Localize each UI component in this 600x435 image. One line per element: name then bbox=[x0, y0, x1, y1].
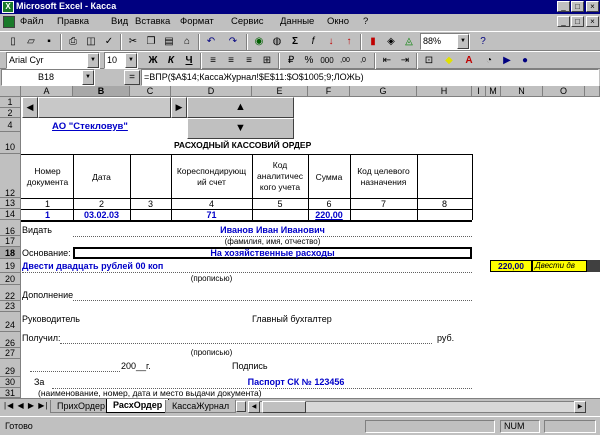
osnovanie-value[interactable]: На хозяйственные расходы bbox=[210, 248, 335, 258]
tab-nav-arrows-icon[interactable]: |◀ ◀ ▶ ▶| bbox=[4, 401, 49, 410]
underline-icon[interactable]: Ч bbox=[185, 55, 193, 66]
redo-icon[interactable]: ↷ bbox=[228, 36, 238, 47]
status-bar bbox=[0, 416, 600, 435]
colnum-1: 1 bbox=[44, 199, 50, 209]
colnum-7: 7 bbox=[380, 199, 386, 209]
dot-tool-icon[interactable]: ● bbox=[521, 55, 529, 66]
menu-format[interactable]: Формат bbox=[180, 16, 214, 27]
fill-color-icon[interactable]: ◆ bbox=[445, 55, 453, 66]
close-button[interactable]: × bbox=[586, 1, 599, 12]
bold-icon[interactable]: Ж bbox=[148, 55, 158, 66]
worksheet-grid[interactable] bbox=[0, 86, 600, 398]
arrow-tool-icon[interactable]: ▶ bbox=[503, 55, 511, 66]
row-header-29[interactable]: 29 bbox=[0, 359, 21, 377]
name-box-value: B18 bbox=[38, 72, 55, 82]
doc-restore-button[interactable]: □ bbox=[571, 16, 584, 27]
menu-tools[interactable]: Сервис bbox=[231, 16, 264, 27]
company-name: АО "Стекловув" bbox=[52, 121, 128, 132]
row-header-23[interactable]: 23 bbox=[0, 301, 21, 312]
new-icon[interactable]: ▯ bbox=[10, 36, 16, 47]
menu-help[interactable]: ? bbox=[363, 16, 369, 27]
merge-center-icon[interactable]: ⊞ bbox=[262, 55, 272, 66]
minimize-button[interactable]: _ bbox=[557, 1, 570, 12]
spell-icon[interactable]: ✓ bbox=[104, 36, 114, 47]
font-name-dropdown-icon[interactable]: ▼ bbox=[87, 53, 99, 68]
row-header-17[interactable]: 17 bbox=[0, 236, 21, 247]
row-header-20[interactable]: 20 bbox=[0, 273, 21, 285]
formula-bar bbox=[0, 69, 600, 86]
order-title: РАСХОДНЫЙ КАССОВИЙ ОРДЕР bbox=[174, 140, 312, 150]
fio-note: (фамилия, имя, отчество) bbox=[224, 237, 321, 246]
row-header-31[interactable]: 31 bbox=[0, 388, 21, 398]
col-header-b[interactable]: B bbox=[73, 86, 130, 97]
menu-file[interactable]: Файл bbox=[20, 16, 44, 27]
chart-wizard-icon[interactable]: ▮ bbox=[370, 36, 376, 47]
menu-window[interactable]: Окно bbox=[327, 16, 350, 27]
col-header-n[interactable]: N bbox=[501, 86, 543, 97]
dec-decimal-icon[interactable]: ,0 bbox=[360, 57, 366, 64]
row-header-30[interactable]: 30 bbox=[0, 377, 21, 388]
align-left-icon[interactable]: ≡ bbox=[210, 55, 216, 66]
propisyu-note: (прописью) bbox=[190, 274, 233, 283]
col-header-c[interactable]: C bbox=[130, 86, 171, 97]
value-sum[interactable]: 220,00 bbox=[315, 210, 343, 220]
scroll-right-button[interactable]: ▶ bbox=[171, 97, 187, 118]
select-all-corner[interactable] bbox=[0, 86, 21, 97]
menu-view[interactable]: Вид bbox=[111, 16, 129, 27]
font-size-dropdown-icon[interactable]: ▼ bbox=[125, 53, 137, 68]
podpis-label: Подпись bbox=[232, 361, 268, 371]
status-panel-sum bbox=[365, 420, 495, 433]
header-doc-number: Номер документа bbox=[26, 166, 69, 187]
row-header-14[interactable]: 14 bbox=[0, 209, 21, 220]
col-header-d[interactable]: D bbox=[171, 86, 252, 97]
row-header-10[interactable]: 10 bbox=[0, 132, 21, 154]
formula-text: =ВПР($A$14;КассаЖурнал!$E$11:$O$1005;9;ЛОЖЬ) bbox=[144, 72, 364, 82]
poluchil-label: Получил: bbox=[22, 333, 61, 343]
help-icon[interactable]: ? bbox=[480, 36, 486, 47]
row-header-24[interactable]: 24 bbox=[0, 312, 21, 332]
row-header-12[interactable]: 12 bbox=[0, 154, 21, 198]
status-num: NUM bbox=[500, 420, 540, 433]
col-header-m[interactable]: M bbox=[486, 86, 501, 97]
row-header-13[interactable]: 13 bbox=[0, 198, 21, 209]
doc-minimize-button[interactable]: _ bbox=[557, 16, 570, 27]
scroll-left-button[interactable]: ◀ bbox=[22, 97, 38, 118]
header-date: Дата bbox=[92, 172, 111, 182]
col-header-f[interactable]: F bbox=[308, 86, 350, 97]
passport-value[interactable]: Паспорт СК № 123456 bbox=[247, 377, 345, 387]
undo-icon[interactable]: ↶ bbox=[206, 36, 216, 47]
sheet-tabs-bar bbox=[0, 398, 600, 414]
font-size-combo[interactable] bbox=[104, 52, 138, 69]
col-header-h[interactable]: H bbox=[417, 86, 472, 97]
doc-close-button[interactable]: × bbox=[586, 16, 599, 27]
formula-equals-button[interactable]: = bbox=[124, 70, 140, 85]
sort-asc-icon[interactable]: ↓ bbox=[328, 36, 334, 47]
circle-tool-icon[interactable]: ◔ bbox=[485, 55, 493, 66]
window-title: Microsoft Excel - Касса bbox=[16, 1, 117, 11]
paste-icon[interactable]: ▤ bbox=[164, 36, 174, 47]
value-account[interactable]: 71 bbox=[206, 210, 217, 220]
scroll-track[interactable] bbox=[38, 97, 171, 118]
print-icon[interactable]: ⎙ bbox=[69, 36, 77, 47]
preview-icon[interactable]: ◫ bbox=[86, 36, 96, 47]
tab-prihorder[interactable]: ПрихОрдер bbox=[50, 400, 112, 413]
propisyu-note-2: (прописью) bbox=[190, 348, 233, 357]
drawing-icon[interactable]: ◬ bbox=[405, 36, 413, 47]
side-dark-cell bbox=[587, 260, 600, 272]
side-words-cell[interactable]: Двести дв bbox=[532, 260, 587, 272]
status-panel-extra bbox=[544, 420, 596, 433]
hyperlink-icon[interactable]: ◉ bbox=[254, 36, 264, 47]
zoom-combo[interactable] bbox=[420, 33, 470, 50]
year-label: 200__г. bbox=[121, 361, 151, 371]
header-analytic-code: Код аналитичес кого учета bbox=[257, 160, 303, 192]
side-sum-cell[interactable]: 220,00 bbox=[490, 260, 532, 272]
value-date[interactable]: 03.02.03 bbox=[83, 210, 120, 220]
font-name-value: Arial Cyr bbox=[9, 55, 44, 65]
row-header-19[interactable]: 19 bbox=[0, 259, 21, 273]
col-header-i[interactable]: I bbox=[472, 86, 486, 97]
menu-bar bbox=[0, 14, 600, 31]
col-header-g[interactable]: G bbox=[350, 86, 417, 97]
col-header-a[interactable]: A bbox=[21, 86, 73, 97]
menu-insert[interactable]: Вставка bbox=[135, 16, 171, 27]
row-header-1[interactable]: 1 bbox=[0, 97, 21, 108]
sum-in-words[interactable]: Двести двадцать рублей 00 коп bbox=[22, 261, 164, 271]
colnum-4: 4 bbox=[208, 199, 214, 209]
name-box[interactable] bbox=[1, 69, 95, 86]
rub-label: руб. bbox=[437, 333, 455, 343]
spin-down-button[interactable]: ▼ bbox=[187, 118, 294, 139]
colnum-2: 2 bbox=[98, 199, 104, 209]
colnum-3: 3 bbox=[147, 199, 153, 209]
menu-data[interactable]: Данные bbox=[280, 16, 315, 27]
table-top-border bbox=[21, 154, 472, 155]
value-doc-number[interactable]: 1 bbox=[44, 210, 50, 220]
map-icon[interactable]: ◈ bbox=[387, 36, 395, 47]
document-icon[interactable] bbox=[3, 16, 15, 28]
vydat-label: Видать bbox=[22, 225, 52, 235]
zoom-value: 88% bbox=[423, 36, 442, 46]
col-header-filler bbox=[585, 86, 600, 97]
currency-icon[interactable]: ₽ bbox=[287, 55, 295, 66]
row-header-18[interactable]: 18 bbox=[0, 247, 21, 259]
row-header-27[interactable]: 27 bbox=[0, 348, 21, 359]
header-sum: Сумма bbox=[315, 172, 343, 182]
table-vline bbox=[417, 154, 418, 220]
sum-words-line bbox=[22, 272, 472, 273]
table-vline bbox=[472, 154, 473, 220]
row-header-26[interactable]: 26 bbox=[0, 332, 21, 348]
osnovanie-label: Основание: bbox=[22, 248, 71, 258]
excel-app-icon[interactable]: X bbox=[2, 1, 14, 13]
sort-desc-icon[interactable]: ↑ bbox=[346, 36, 352, 47]
inc-indent-icon[interactable]: ⇥ bbox=[400, 55, 410, 66]
tab-kassazhurnal[interactable]: КассаЖурнал bbox=[165, 400, 236, 413]
row-header-2[interactable]: 2 bbox=[0, 108, 21, 118]
header-account: Кореспондирующ ий счет bbox=[176, 166, 247, 187]
hscroll-thumb[interactable] bbox=[262, 401, 306, 413]
row-header-4[interactable]: 4 bbox=[0, 118, 21, 132]
tab-rashorder[interactable]: РасхОрдер bbox=[106, 399, 169, 413]
date-line bbox=[30, 371, 120, 372]
row-header-16[interactable]: 16 bbox=[0, 220, 21, 236]
spin-up-button[interactable]: ▲ bbox=[187, 97, 294, 118]
za-label: За bbox=[34, 377, 45, 387]
align-right-icon[interactable]: ≡ bbox=[246, 55, 252, 66]
function-icon[interactable]: f bbox=[311, 36, 315, 47]
header-target-code: Код целевого назначения bbox=[357, 166, 410, 187]
font-name-combo[interactable] bbox=[6, 52, 100, 69]
zoom-dropdown-icon[interactable]: ▼ bbox=[457, 34, 469, 49]
name-box-dropdown-icon[interactable]: ▼ bbox=[82, 70, 94, 85]
hscroll-right-icon[interactable]: ▶ bbox=[574, 401, 586, 413]
rukovoditel-label: Руководитель bbox=[22, 314, 80, 324]
percent-icon[interactable]: % bbox=[304, 55, 314, 66]
formatting-toolbar bbox=[0, 51, 600, 69]
formula-input[interactable] bbox=[141, 69, 599, 86]
open-icon[interactable]: ▱ bbox=[27, 36, 35, 47]
font-color-icon[interactable]: A bbox=[465, 55, 473, 66]
status-ready: Готово bbox=[5, 421, 33, 431]
row-header-22[interactable]: 22 bbox=[0, 285, 21, 301]
title-bar bbox=[0, 0, 600, 14]
menu-edit[interactable]: Правка bbox=[57, 16, 90, 27]
thousands-icon[interactable]: 000 bbox=[320, 56, 334, 65]
copy-icon[interactable]: ❐ bbox=[146, 36, 156, 47]
cut-icon[interactable]: ✂ bbox=[128, 36, 138, 47]
dopolnenie-line bbox=[73, 300, 472, 301]
buhgalter-label: Главный бухгалтер bbox=[252, 314, 332, 324]
autosum-icon[interactable]: Σ bbox=[291, 36, 298, 47]
save-icon[interactable]: ▪ bbox=[47, 36, 51, 47]
tab-split-handle[interactable] bbox=[236, 401, 246, 412]
hscroll-left-icon[interactable]: ◀ bbox=[248, 401, 260, 413]
dec-indent-icon[interactable]: ⇤ bbox=[382, 55, 392, 66]
italic-icon[interactable]: К bbox=[167, 55, 175, 66]
poluchil-line bbox=[60, 343, 432, 344]
table-vline bbox=[130, 154, 131, 220]
borders-icon[interactable]: ⊡ bbox=[424, 55, 434, 66]
align-center-icon[interactable]: ≡ bbox=[228, 55, 234, 66]
standard-toolbar bbox=[0, 31, 600, 51]
dopolnenie-label: Дополнение bbox=[22, 290, 74, 300]
web-toolbar-icon[interactable]: ◍ bbox=[272, 36, 282, 47]
font-size-value: 10 bbox=[107, 55, 118, 65]
table-bottom-border bbox=[21, 220, 472, 222]
inc-decimal-icon[interactable]: ,00 bbox=[340, 57, 350, 64]
colnum-6: 6 bbox=[326, 199, 332, 209]
format-painter-icon[interactable]: ⌂ bbox=[183, 36, 191, 47]
col-header-o[interactable]: O bbox=[543, 86, 585, 97]
maximize-button[interactable]: □ bbox=[571, 1, 584, 12]
vydat-value[interactable]: Иванов Иван Иванович bbox=[220, 225, 325, 235]
colnum-8: 8 bbox=[441, 199, 447, 209]
colnum-5: 5 bbox=[277, 199, 283, 209]
doc-note: (наименование, номер, дата и место выдачи документа) bbox=[38, 388, 262, 398]
col-header-e[interactable]: E bbox=[252, 86, 308, 97]
